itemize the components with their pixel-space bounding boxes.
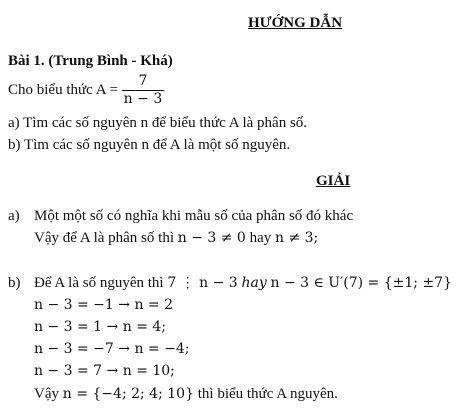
case-line-2: n − 3 = 1 → n = 4; <box>34 319 166 335</box>
solution-b-marker: b) <box>8 275 21 291</box>
fraction-denominator: n − 3 <box>123 91 163 108</box>
conclusion-prefix: Vậy <box>34 386 59 402</box>
solution-a-math1: n − 3 ≠ 0 <box>177 230 246 246</box>
fraction-numerator: 7 <box>138 73 148 90</box>
solution-a-hay: hay <box>249 230 272 246</box>
case-line-3: n − 3 = −7 → n = −4; <box>34 341 190 357</box>
solution-a-text: Vậy để A là phân số thì <box>34 230 174 246</box>
solution-a-marker: a) <box>8 208 20 224</box>
problem-title: Bài 1. (Trung Bình - Khá) <box>8 53 173 69</box>
conclusion-math: n = {−4; 2; 4; 10} <box>62 386 194 402</box>
case-line-1: n − 3 = −1 → n = 2 <box>34 297 174 313</box>
part-b-question: b) Tìm các số nguyên n để A là một số nguyên. <box>8 137 291 153</box>
solution-b-math2: n − 3 ∈ U′(7) = {±1; ±7} <box>270 275 452 291</box>
solution-a-math2: n ≠ 3; <box>275 230 319 246</box>
case-line-4: n − 3 = 7 → n = 10; <box>34 363 175 379</box>
solution-b-hay: hay <box>241 275 267 291</box>
conclusion-suffix: thì biểu thức A nguyên. <box>197 386 338 402</box>
solution-title: GIẢI <box>316 173 351 189</box>
given-prefix: Cho biểu thức A = <box>8 82 118 98</box>
solution-b-text: Để A là số nguyên thì <box>34 275 164 291</box>
part-a-question: a) Tìm các số nguyên n để biểu thức A là phân số. <box>8 115 308 131</box>
conclusion-line <box>34 385 338 403</box>
page-title: HƯỚNG DẪN <box>248 15 343 31</box>
solution-b-math1: 7 ⋮ n − 3 <box>167 275 238 291</box>
problem-statement <box>8 72 164 108</box>
solution-a-line1: Một một số có nghĩa khi mẫu số của phân số đó khác <box>34 208 354 224</box>
solution-b-line1 <box>34 274 452 292</box>
solution-a-line2 <box>34 229 318 247</box>
fraction-7-over-n-minus-3 <box>122 73 165 108</box>
